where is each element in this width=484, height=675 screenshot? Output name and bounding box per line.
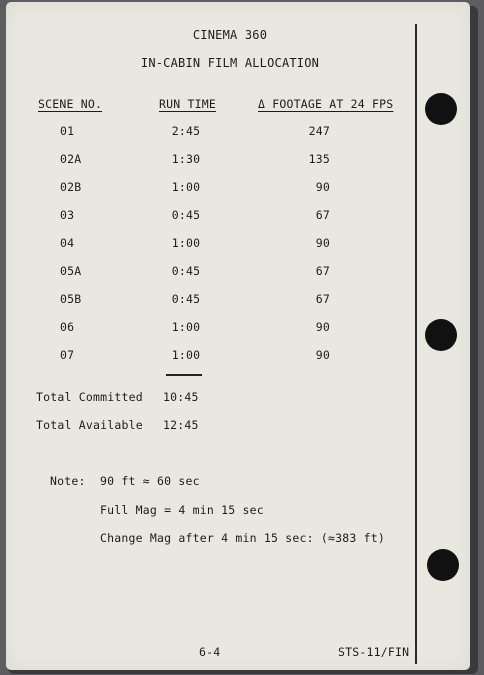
note-label: Note: <box>50 474 86 488</box>
footage-cell: 90 <box>315 236 330 250</box>
column-header-scene: SCENE NO. <box>38 97 103 111</box>
page-title: CINEMA 360 <box>192 28 268 42</box>
total-available-value: 12:45 <box>163 418 199 432</box>
document-id: STS-11/FIN <box>338 645 410 659</box>
binder-hole <box>425 319 457 351</box>
column-header-run-time: RUN TIME <box>159 97 216 111</box>
run-time-cell: 1:00 <box>171 236 201 250</box>
note-line: Full Mag = 4 min 15 sec <box>100 503 264 517</box>
run-time-cell: 0:45 <box>171 292 201 306</box>
binder-hole <box>425 93 457 125</box>
footage-cell: 90 <box>315 348 330 362</box>
footage-cell: 247 <box>308 124 330 138</box>
note-line: 90 ft ≈ 60 sec <box>100 474 200 488</box>
run-time-cell: 1:00 <box>171 320 201 334</box>
footage-cell: 135 <box>308 152 330 166</box>
scene-cell: 04 <box>60 236 75 250</box>
run-time-cell: 2:45 <box>171 124 201 138</box>
footage-cell: 90 <box>315 320 330 334</box>
run-time-cell: 1:30 <box>171 152 201 166</box>
footage-cell: 67 <box>315 264 330 278</box>
page-number: 6-4 <box>199 645 221 659</box>
scene-cell: 02B <box>60 180 82 194</box>
scene-cell: 03 <box>60 208 75 222</box>
binder-hole <box>427 549 459 581</box>
scene-cell: 05B <box>60 292 82 306</box>
run-time-cell: 1:00 <box>171 180 201 194</box>
margin-rule <box>415 24 417 664</box>
footage-cell: 67 <box>315 208 330 222</box>
scene-cell: 07 <box>60 348 75 362</box>
footage-cell: 90 <box>315 180 330 194</box>
total-underline <box>166 374 202 376</box>
scene-cell: 01 <box>60 124 75 138</box>
footage-cell: 67 <box>315 292 330 306</box>
note-line: Change Mag after 4 min 15 sec: (≈383 ft) <box>100 531 385 545</box>
run-time-cell: 0:45 <box>171 208 201 222</box>
total-committed-label: Total Committed <box>36 390 143 404</box>
total-available-label: Total Available <box>36 418 143 432</box>
column-header-footage: Δ FOOTAGE AT 24 FPS <box>258 97 394 111</box>
run-time-cell: 0:45 <box>171 264 201 278</box>
scene-cell: 05A <box>60 264 82 278</box>
total-committed-value: 10:45 <box>163 390 199 404</box>
run-time-cell: 1:00 <box>171 348 201 362</box>
scene-cell: 02A <box>60 152 82 166</box>
scene-cell: 06 <box>60 320 75 334</box>
page-subtitle: IN-CABIN FILM ALLOCATION <box>140 56 320 70</box>
